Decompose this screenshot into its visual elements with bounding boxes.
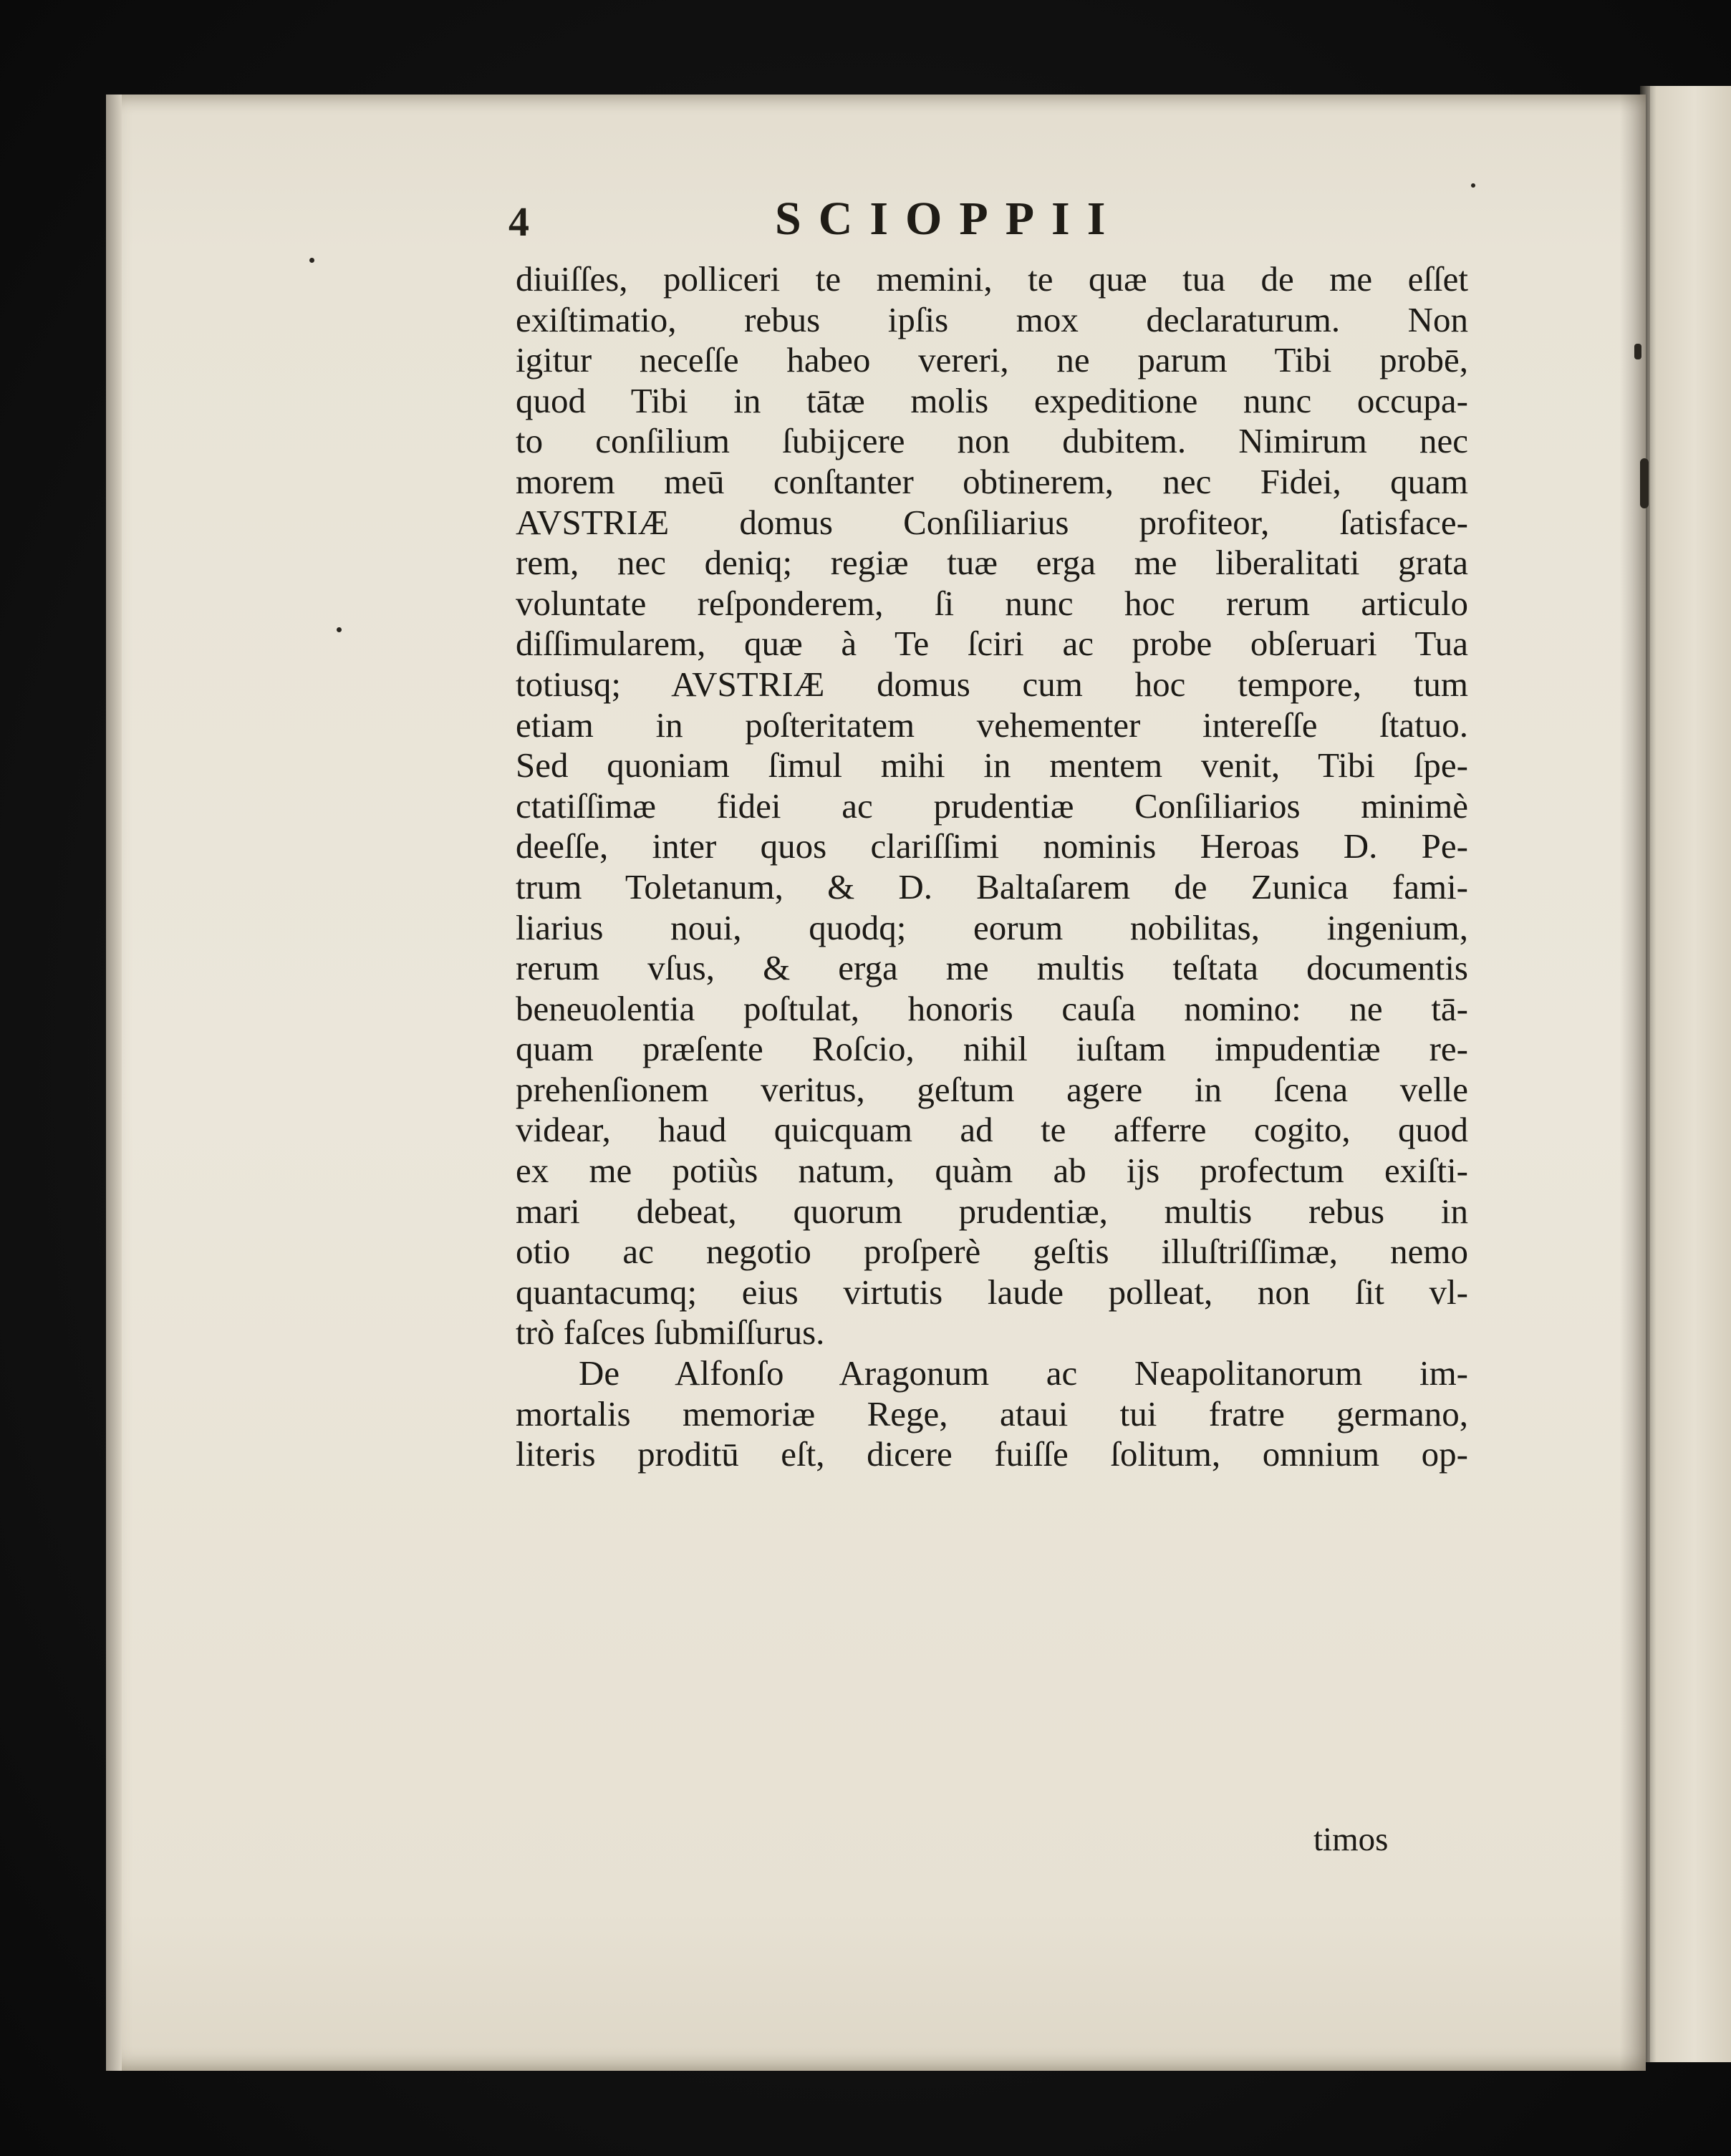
running-title: SCIOPPII	[775, 193, 1123, 245]
page-header	[508, 192, 1468, 249]
text-line: etiam in poſteritatem vehementer intereſſe ſtatuo.	[516, 705, 1468, 745]
facing-page-edge	[1640, 86, 1731, 2062]
text-line: AVSTRIÆ domus Conſiliarius profiteor, ſatisface-	[516, 502, 1468, 542]
text-line: diſſimularem, quæ à Te ſciri ac probe obſeruari Tua	[516, 624, 1468, 664]
text-line: mari debeat, quorum prudentiæ, multis rebus in	[516, 1191, 1468, 1231]
text-line: igitur neceſſe habeo vereri, ne parum Tibi probē,	[516, 340, 1468, 380]
text-line: voluntate reſponderem, ſi nunc hoc rerum articulo	[516, 583, 1468, 623]
body-text	[516, 259, 1468, 1475]
text-line: rem, nec deniq; regiæ tuæ erga me liberalitati grata	[516, 543, 1468, 583]
page-number: 4	[508, 198, 529, 245]
text-line: rerum vſus, & erga me multis teſtata documentis	[516, 948, 1468, 988]
ink-speck	[1471, 183, 1475, 188]
text-line: liarius noui, quodq; eorum nobilitas, ingenium,	[516, 907, 1468, 947]
text-line: totiusq; AVSTRIÆ domus cum hoc tempore, tum	[516, 664, 1468, 704]
text-line: quantacumq; eius virtutis laude polleat, non ſit vl-	[516, 1272, 1468, 1312]
ink-speck	[309, 258, 314, 263]
ink-speck	[1640, 458, 1649, 508]
page-gutter-edge	[106, 95, 122, 2071]
text-line: quod Tibi in tātæ molis expeditione nunc occupa-	[516, 380, 1468, 420]
text-line: Sed quoniam ſimul mihi in mentem venit, Tibi ſpe-	[516, 745, 1468, 785]
text-line: prehenſionem veritus, geſtum agere in ſcena velle	[516, 1069, 1468, 1109]
ink-speck	[1634, 344, 1641, 359]
text-line: videar, haud quicquam ad te afferre cogito, quod	[516, 1110, 1468, 1150]
text-line: diuiſſes, polliceri te memini, te quæ tua de me eſſet	[516, 259, 1468, 299]
text-line: deeſſe, inter quos clariſſimi nominis Heroas D. Pe-	[516, 826, 1468, 866]
text-line: exiſtimatio, rebus ipſis mox declaraturum. Non	[516, 299, 1468, 339]
ink-speck	[337, 627, 342, 632]
text-line: literis proditū eſt, dicere fuiſſe ſolitum, omnium op-	[516, 1434, 1468, 1474]
text-line: morem meū conſtanter obtinerem, nec Fidei, quam	[516, 461, 1468, 501]
text-line: to conſilium ſubijcere non dubitem. Nimirum nec	[516, 421, 1468, 461]
text-line: trum Toletanum, & D. Baltaſarem de Zunica fami-	[516, 866, 1468, 907]
text-line: beneuolentia poſtulat, honoris cauſa nomino: ne tā-	[516, 988, 1468, 1028]
text-line: ex me potiùs natum, quàm ab ijs profectum exiſti-	[516, 1151, 1468, 1191]
text-line: quam præſente Roſcio, nihil iuſtam impudentiæ re-	[516, 1029, 1468, 1069]
text-line: trò faſces ſubmiſſurus.	[516, 1313, 825, 1353]
text-line: mortalis memoriæ Rege, ataui tui fratre germano,	[516, 1393, 1468, 1434]
text-line: otio ac negotio proſperè geſtis illuſtriſſimæ, nemo	[516, 1232, 1468, 1272]
text-line: ctatiſſimæ fidei ac prudentiæ Conſiliarios minimè	[516, 785, 1468, 826]
text-line: De Alfonſo Aragonum ac Neapolitanorum im-	[579, 1353, 1468, 1393]
catchword: timos	[1313, 1821, 1389, 1858]
